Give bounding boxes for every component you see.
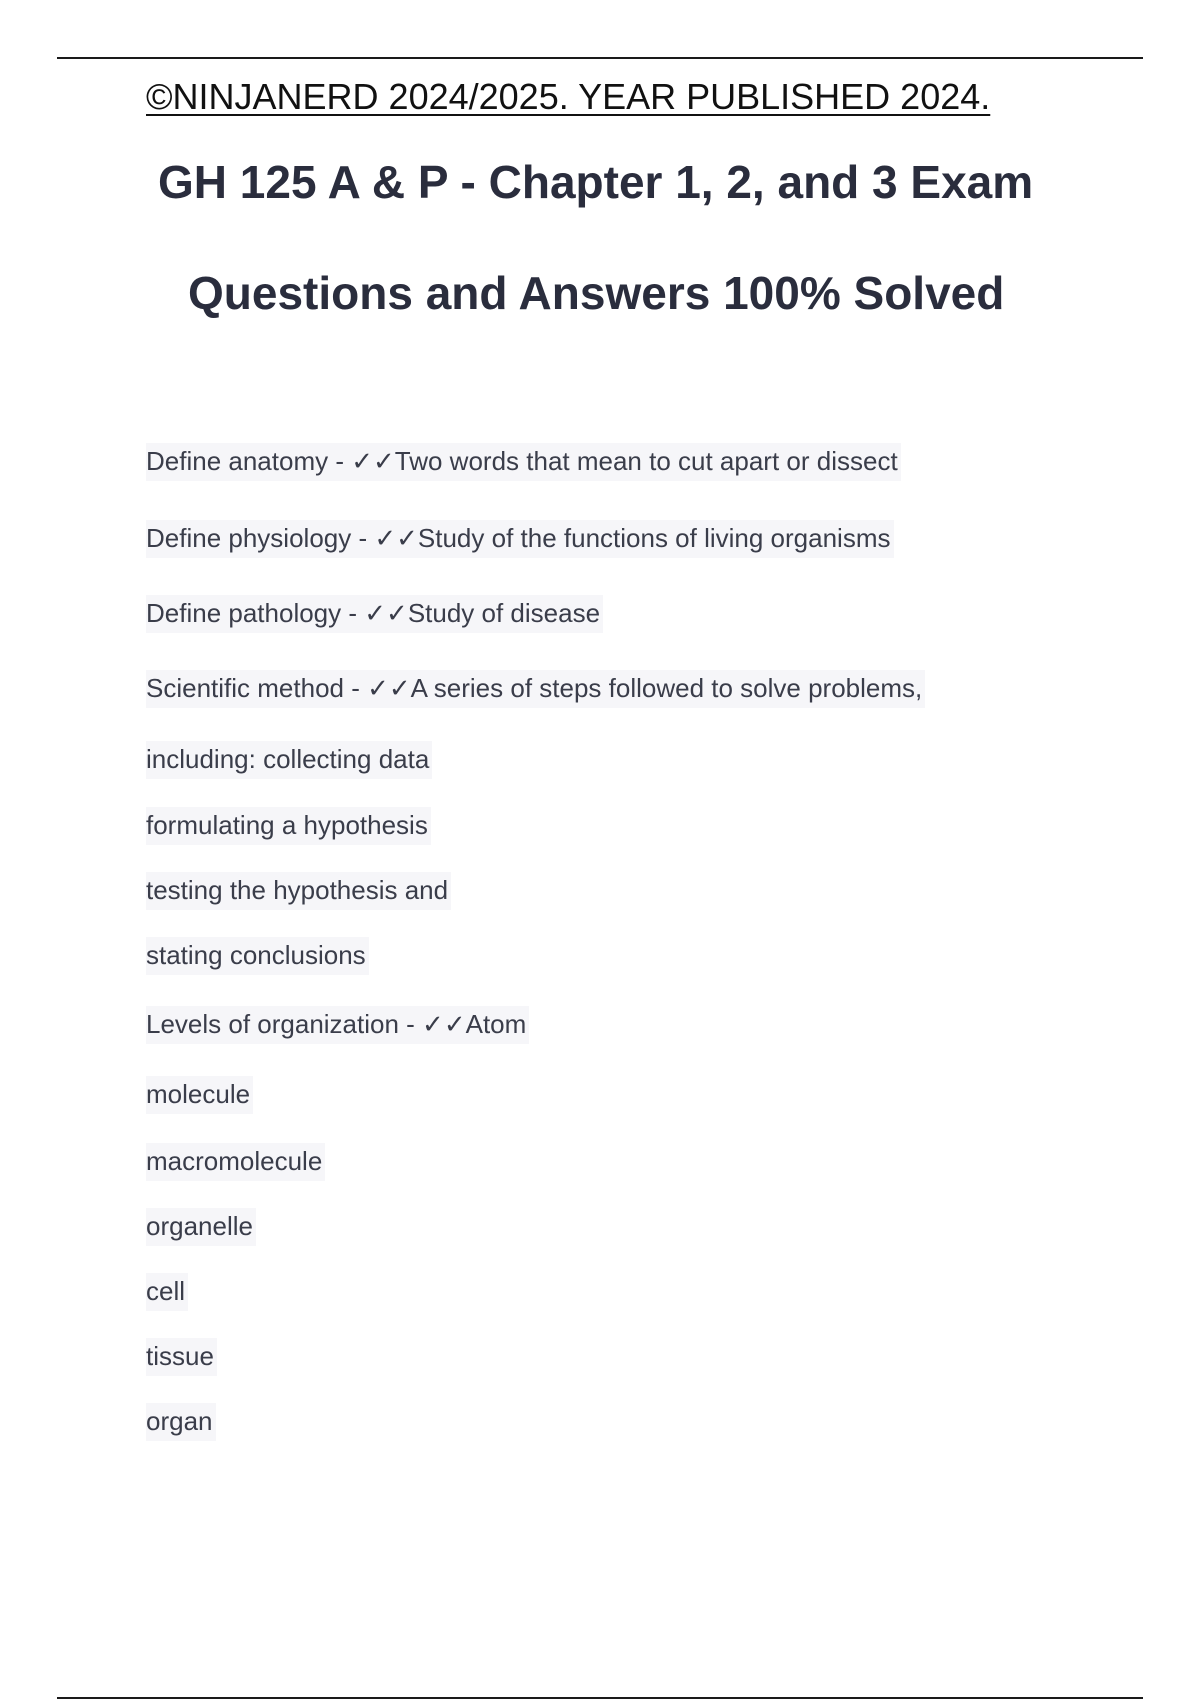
qa-line: organ <box>146 1403 216 1441</box>
bottom-rule <box>57 1697 1143 1699</box>
top-rule <box>57 57 1143 59</box>
qa-line: testing the hypothesis and <box>146 872 451 910</box>
qa-line: Levels of organization - ✓✓Atom <box>146 1006 529 1044</box>
qa-line: Define anatomy - ✓✓Two words that mean to cut apart or dissect <box>146 443 901 481</box>
qa-line: molecule <box>146 1076 253 1114</box>
qa-line: cell <box>146 1273 188 1311</box>
qa-line: Define pathology - ✓✓Study of disease <box>146 595 603 633</box>
qa-line: tissue <box>146 1338 217 1376</box>
qa-line: Define physiology - ✓✓Study of the functions of living organisms <box>146 520 894 558</box>
qa-line: Scientific method - ✓✓A series of steps followed to solve problems, <box>146 670 925 708</box>
qa-line: organelle <box>146 1208 256 1246</box>
copyright-header: ©NINJANERD 2024/2025. YEAR PUBLISHED 2024. <box>146 76 991 117</box>
qa-line: formulating a hypothesis <box>146 807 431 845</box>
qa-line: stating conclusions <box>146 937 369 975</box>
qa-line: including: collecting data <box>146 741 432 779</box>
qa-line: macromolecule <box>146 1143 325 1181</box>
document-title-line-2: Questions and Answers 100% Solved <box>188 267 1005 319</box>
document-title-line-1: GH 125 A & P - Chapter 1, 2, and 3 Exam <box>158 156 1034 208</box>
